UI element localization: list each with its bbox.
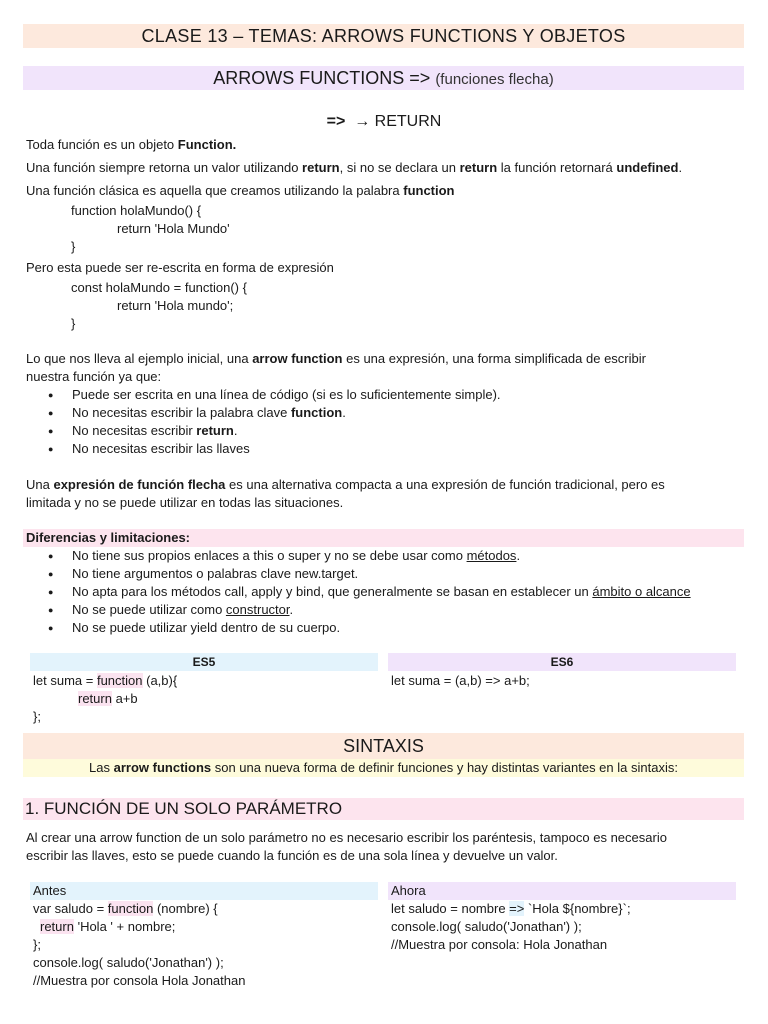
list-item [72,601,293,619]
list-item [72,583,691,601]
page-title [23,24,744,48]
arrow-symbol: => [326,113,346,130]
bullet-icon: ● [48,569,54,579]
es5-code-line: }; [33,709,41,724]
antes-code-line: //Muestra por consola Hola Jonathan [33,973,246,988]
return-heading [0,112,768,132]
ahora-label: Ahora [391,883,426,898]
arrow-expl-line-2: nuestra función ya que: [26,369,162,384]
section1-heading [23,798,744,820]
text: . [289,602,294,617]
antes-code-line: }; [33,937,41,952]
return-label: → RETURN [354,113,442,130]
text: la función retornará [497,160,617,175]
text: `Hola ${nombre}`; [524,901,631,916]
antes-label: Antes [33,883,67,898]
text: . [342,405,346,420]
list-item [72,547,520,565]
list-item: Puede ser escrita en una línea de código (si es lo suficientemente simple). [72,387,501,402]
text: es una alternativa compacta a una expresión de función tradicional, pero es [225,477,665,492]
text: . [233,423,238,438]
es5-code-line [78,690,768,708]
text-bold: undefined [616,160,679,175]
antes-header [30,882,378,900]
intro-line-2 [26,159,746,177]
list-item: No necesitas escribir las llaves [72,441,250,456]
es6-code-line: let suma = (a,b) => a+b; [391,673,530,688]
text: No apta para los métodos call, apply y bind, que generalmente se basan en establecer un [72,584,593,599]
intro-line-4: Pero esta puede ser re-escrita en forma de expresión [26,260,334,275]
text: (nombre) { [153,901,218,916]
ahora-header [388,882,736,900]
intro-line-3 [26,182,746,200]
text: No tiene sus propios enlaces a this o super y no se debe usar como [72,548,467,563]
code-line: } [71,239,76,254]
arrow-expl-line-1 [26,350,746,368]
text: (a,b){ [142,673,178,688]
list-item [72,404,346,422]
text: No se puede utilizar como [72,602,226,617]
text: let suma = [33,673,97,688]
keyword-highlight: function [96,673,143,688]
keyword-highlight: function [107,901,154,916]
section-title-arrows [23,66,744,90]
code-line: return 'Hola mundo'; [117,298,234,313]
section-title-text: ARROWS FUNCTIONS => [213,68,431,88]
bullet-icon: ● [48,587,54,597]
text: let saludo = nombre [391,901,510,916]
text: Una función siempre retorna un valor utilizando [26,160,303,175]
bullet-icon: ● [48,444,54,454]
text-bold: return [459,160,498,175]
text: . [678,160,683,175]
text-bold: function [290,405,343,420]
text-bold: arrow function [252,351,343,366]
ahora-code-line: //Muestra por consola: Hola Jonathan [391,937,608,952]
arrow-highlight: => [509,901,525,916]
page-title-text: CLASE 13 – TEMAS: ARROWS FUNCTIONS Y OBJETOS [141,26,626,46]
text: No necesitas escribir [72,423,197,438]
list-item: No tiene argumentos o palabras clave new.target. [72,566,359,581]
text: Lo que nos lleva al ejemplo inicial, una [26,351,253,366]
ahora-code-line: console.log( saludo('Jonathan') ); [391,919,582,934]
text: Una función clásica es aquella que creamos utilizando la palabra [26,183,404,198]
text-bold: return [196,423,234,438]
text: Las [89,760,114,775]
sintaxis-heading: SINTAXIS [23,733,744,759]
text-bold: function [403,183,455,198]
bullet-icon: ● [48,390,54,400]
code-line: return 'Hola Mundo' [117,221,230,236]
link-metodos[interactable]: métodos [466,548,517,563]
section-subtitle: (funciones flecha) [435,71,554,88]
code-line: function holaMundo() { [71,203,202,218]
intro-line-1 [26,136,746,154]
diferencias-heading [23,529,744,547]
es6-header: ES6 [388,653,736,671]
keyword-highlight: return [40,919,74,934]
ahora-code-line [391,900,768,918]
bullet-icon: ● [48,623,54,633]
text: var saludo = [33,901,108,916]
text-bold: Function. [177,137,237,152]
section1-para-line-1: Al crear una arrow function de un solo parámetro no es necesario escribir los paréntesis, tampoco es necesario [26,830,667,845]
link-constructor[interactable]: constructor [225,602,290,617]
text: Una [26,477,54,492]
text: es una expresión, una forma simplificada de escribir [342,351,646,366]
text: son una nueva forma de definir funciones y hay distintas variantes en la sintaxis: [211,760,678,775]
es5-header: ES5 [30,653,378,671]
bullet-icon: ● [48,408,54,418]
code-line: } [71,316,76,331]
text: Toda función es un objeto [26,137,178,152]
bullet-icon: ● [48,426,54,436]
section1-title: 1. FUNCIÓN DE UN SOLO PARÁMETRO [25,799,343,818]
text-bold: return [302,160,340,175]
keyword-highlight: return [78,691,112,706]
text: 'Hola ' + nombre; [73,919,176,934]
text: No necesitas escribir la palabra clave [72,405,291,420]
link-ambito[interactable]: ámbito o alcance [592,584,691,599]
text: a+b [111,691,138,706]
list-item: No se puede utilizar yield dentro de su cuerpo. [72,620,341,635]
text: . [516,548,521,563]
sintaxis-subtitle [23,759,744,777]
code-line: const holaMundo = function() { [71,280,247,295]
bullet-icon: ● [48,551,54,561]
text-bold: arrow functions [113,760,212,775]
section1-para-line-2: escribir las llaves, esto se puede cuando la función es de una sola línea y devuelve un valor. [26,848,558,863]
text: , si no se declara un [339,160,460,175]
list-item [72,422,237,440]
text-bold: expresión de función flecha [53,477,226,492]
arrow-expl-para-2b: limitada y no se puede utilizar en todas las situaciones. [26,495,344,510]
antes-code-line: console.log( saludo('Jonathan') ); [33,955,224,970]
bullet-icon: ● [48,605,54,615]
arrow-expl-para-2 [26,476,746,494]
diferencias-title: Diferencias y limitaciones: [26,530,191,545]
